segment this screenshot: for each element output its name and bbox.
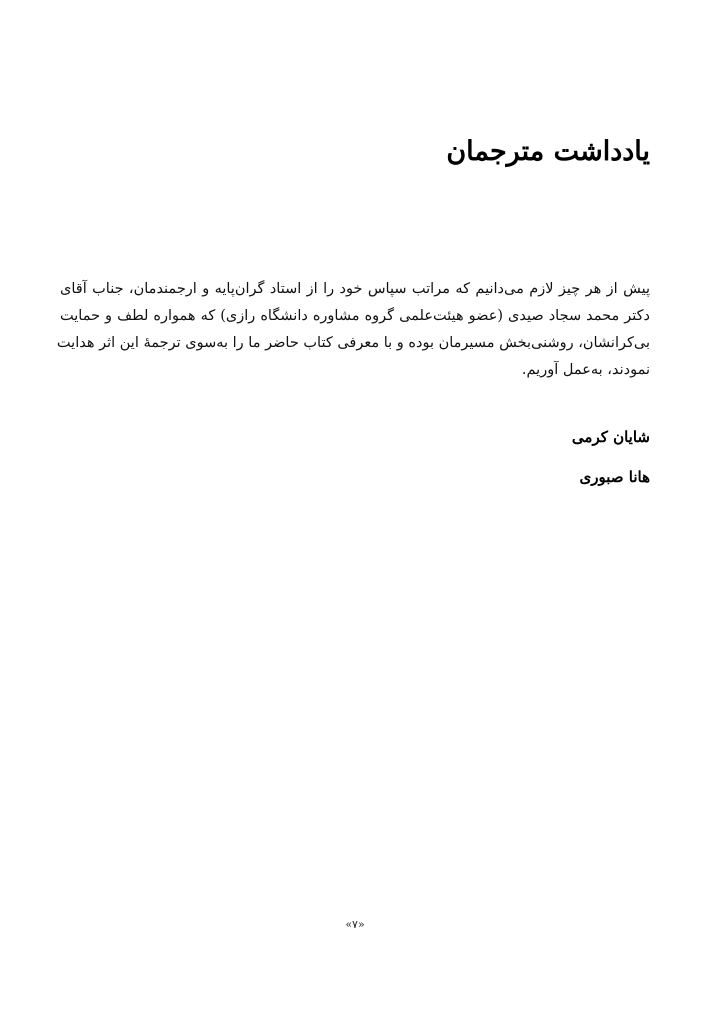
- paragraph-line: نمودند، به‌عمل آوریم.: [521, 362, 650, 378]
- page-title: یادداشت مترجمان: [446, 136, 650, 167]
- acknowledgement-paragraph: [56, 276, 650, 384]
- paragraph-line: پیش از هر چیز لازم می‌دانیم که مراتب سپاس خود را از استاد گران‌پایه و ارجمندمان، جناب آقای: [60, 281, 650, 297]
- paragraph-line: دکتر محمد سجاد صیدی (عضو هیئت‌علمی گروه مشاوره دانشگاه رازی) که همواره لطف و حمایت: [60, 308, 650, 324]
- page-number: «۷»: [345, 918, 365, 931]
- translator-name: هانا صبوری: [579, 468, 650, 486]
- translator-name: شایان کرمی: [571, 428, 650, 446]
- paragraph-line: بی‌کرانشان، روشنی‌بخش مسیرمان بوده و با معرفی کتاب حاضر ما را به‌سوی ترجمهٔ این اثر هدایت: [56, 335, 650, 351]
